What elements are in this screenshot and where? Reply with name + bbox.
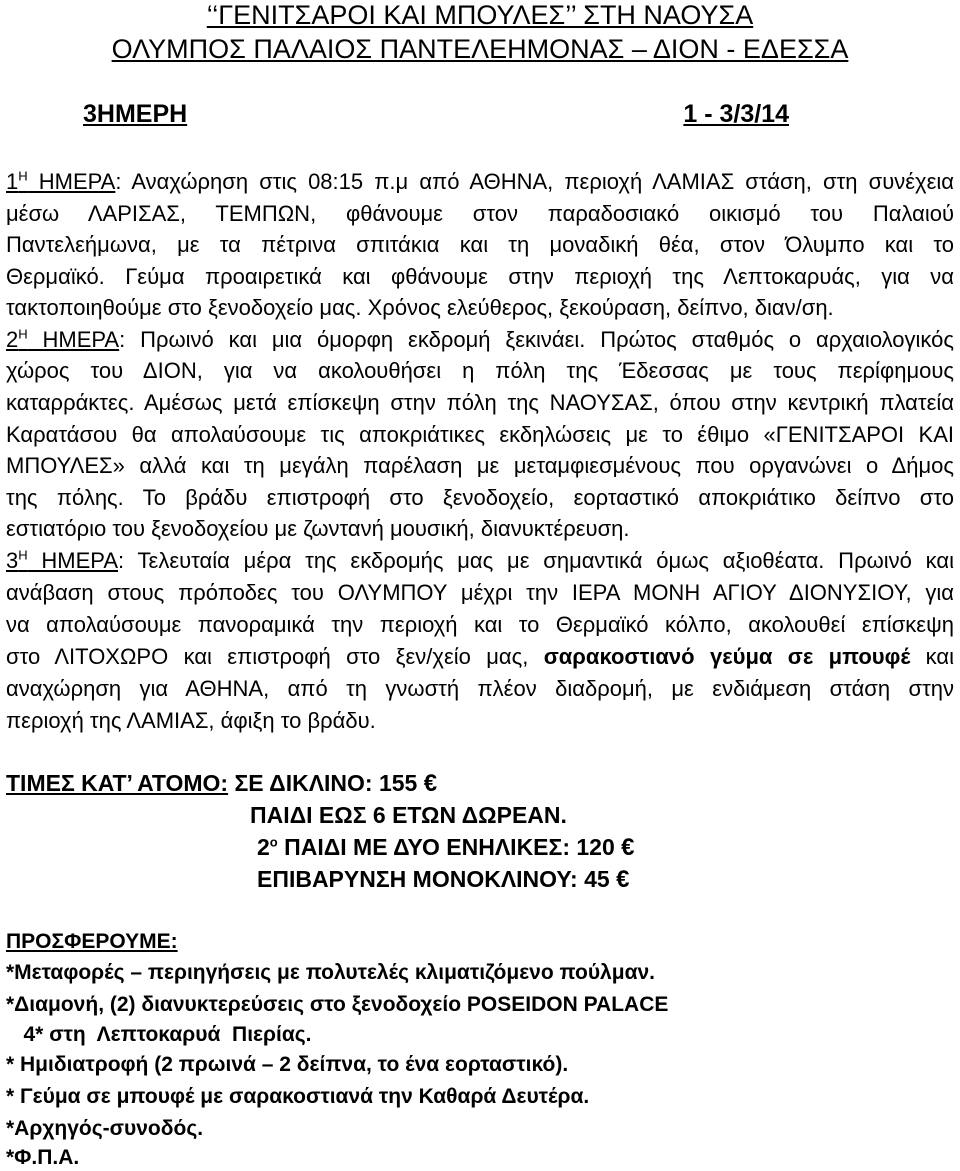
offer-item: *Διαμονή, (2) διανυκτερεύσεις στο ξενοδοχείο POSEIDON PALACE	[6, 993, 669, 1016]
day1-line: Θερμαϊκό. Γεύμα προαιρετικά και φθάνουμε στην περιοχή της Λεπτοκαρυάς, για να	[6, 264, 954, 289]
day3-line: περιοχή της ΛΑΜΙΑΣ, άφιξη το βράδυ.	[6, 708, 376, 733]
day3-line: αναχώρηση για ΑΘΗΝΑ, από τη γνωστή πλέον διαδρομή, με ενδιάμεση στάση στην	[6, 676, 954, 701]
day2-line: της πόλης. Το βράδυ επιστροφή στο ξενοδοχείο, εορταστικό αποκριάτικο δείπνο στο	[6, 485, 954, 510]
day3-line: ανάβαση στους πρόποδες του ΟΛΥΜΠΟΥ μέχρι την ΙΕΡΑ ΜΟΝΗ ΑΓΙΟΥ ΔΙΟΝΥΣΙΟΥ, για	[6, 580, 954, 605]
day3-line: $3^H$ ΗΜΕΡΑ: Τελευταία μέρα της εκδρομής μας με σημαντικά όμως αξιοθέατα. Πρωινό και	[6, 547, 954, 573]
offer-item: *Μεταφορές – περιηγήσεις με πολυτελές κλιματιζόμενο πούλμαν.	[6, 961, 656, 984]
day2-line: Καρατάσου θα απολαύσουμε τις αποκριάτικες εκδηλώσεις με το έθιμο «ΓΕΝΙΤΣΑΡΟΙ ΚΑΙ	[6, 422, 954, 447]
offer-item: * Ημιδιατροφή (2 πρωινά – 2 δείπνα, το ένα εορταστικό).	[6, 1053, 569, 1076]
day2-label: $2^H$ ΗΜΕΡΑ	[6, 326, 120, 352]
day1-line: μέσω ΛΑΡΙΣΑΣ, ΤΕΜΠΩΝ, φθάνουμε στον παραδοσιακό οικισμό του Παλαιού	[6, 201, 954, 226]
day2-line: χώρος του ΔΙΟΝ, για να ακολουθήσει η πόλη της Έδεσσας με τους περίφημους	[6, 358, 954, 383]
day2-line: $2^H$ ΗΜΕΡΑ: Πρωινό και μια όμορφη εκδρομή ξεκινάει. Πρώτος σταθμός ο αρχαιολογικός	[6, 326, 954, 352]
euro-icon: €	[616, 866, 630, 893]
day3-line: στο ΛΙΤΟΧΩΡΟ και επιστροφή στο ξεν/χείο μας, σαρακοστιανό γεύμα σε μπουφέ και	[6, 644, 954, 669]
day1-label: $1^H$ ΗΜΕΡΑ	[6, 168, 116, 194]
day2-line: καταρράκτες. Αμέσως μετά επίσκεψη στην πόλη της ΝΑΟΥΣΑΣ, όπου στην κεντρική πλατεία	[6, 390, 954, 415]
tour-dates: 1 - 3/3/14	[683, 100, 789, 128]
day2-line: ΜΠΟΥΛΕΣ» αλλά και τη μεγάλη παρέλαση με μεταμφιεσμένους που οργανώνει ο Δήμος	[6, 453, 954, 478]
tour-route: ΟΛΥΜΠΟΣ ΠΑΛΑΙΟΣ ΠΑΝΤΕΛΕΗΜΟΝΑΣ – ΔΙΟΝ - ΕΔΕΣΣΑ	[111, 34, 849, 64]
single-supplement: ΕΠΙΒΑΡΥΝΣΗ ΜΟΝΟΚΛΙΝΟΥ: 45 €	[257, 866, 630, 893]
double-room-price: ΣΕ ΔΙΚΛΙΝΟ: 155	[228, 770, 418, 796]
tour-duration: 3ΗΜΕΡΗ	[83, 100, 188, 128]
euro-icon: €	[621, 834, 635, 861]
offer-item: *Φ.Π.Α.	[6, 1146, 80, 1169]
price-row-double	[6, 770, 437, 798]
offers-heading: ΠΡΟΣΦΕΡΟΥΜΕ:	[6, 930, 178, 953]
day2-line: εστιατόριο του ξενοδοχείου με ζωντανή μουσική, διανυκτέρευση.	[6, 516, 630, 541]
offer-item: *Αρχηγός-συνοδός.	[6, 1117, 204, 1140]
day1-line: $1^H$ ΗΜΕΡΑ: Αναχώρηση στις 08:15 π.μ από ΑΘΗΝΑ, περιοχή ΛΑΜΙΑΣ στάση, στη συνέχεια	[6, 168, 954, 194]
euro-icon: €	[423, 770, 438, 797]
prices-heading: ΤΙΜΕΣ ΚΑΤ’ ΑΤΟΜΟ:	[6, 770, 229, 796]
offer-item: * Γεύμα σε μπουφέ με σαρακοστιανά την Καθαρά Δευτέρα.	[6, 1085, 590, 1108]
child-free-note: ΠΑΙΔΙ ΕΩΣ 6 ΕΤΩΝ ΔΩΡΕΑΝ.	[250, 802, 567, 828]
day1-line: τακτοποιηθούμε στο ξενοδοχείο μας. Χρόνος ελεύθερος, ξεκούραση, δείπνο, διαν/ση.	[6, 295, 834, 320]
day3-line: να απολαύσουμε πανοραμικά την περιοχή και το Θερμαϊκό κόλπο, ακολουθεί επίσκεψη	[6, 612, 954, 637]
tour-title: ‘‘ΓΕΝΙΤΣΑΡΟΙ ΚΑΙ ΜΠΟΥΛΕΣ’’ ΣΤΗ ΝΑΟΥΣΑ	[206, 0, 754, 30]
second-child-price: $2^o$ ΠΑΙΔΙ ΜΕ ΔΥΟ ΕΝΗΛΙΚΕΣ: 120 €	[257, 834, 635, 861]
day1-line: Παντελεήμωνα, με τα πέτρινα σπιτάκια και τη μοναδική θέα, στον Όλυμπο και το	[6, 232, 954, 257]
buffet-lunch-highlight: σαρακοστιανό γεύμα σε μπουφέ	[543, 644, 911, 669]
day3-label: $3^H$ ΗΜΕΡΑ	[6, 547, 119, 573]
offer-item: 4* στη Λεπτοκαρυά Πιερίας.	[6, 1023, 312, 1046]
